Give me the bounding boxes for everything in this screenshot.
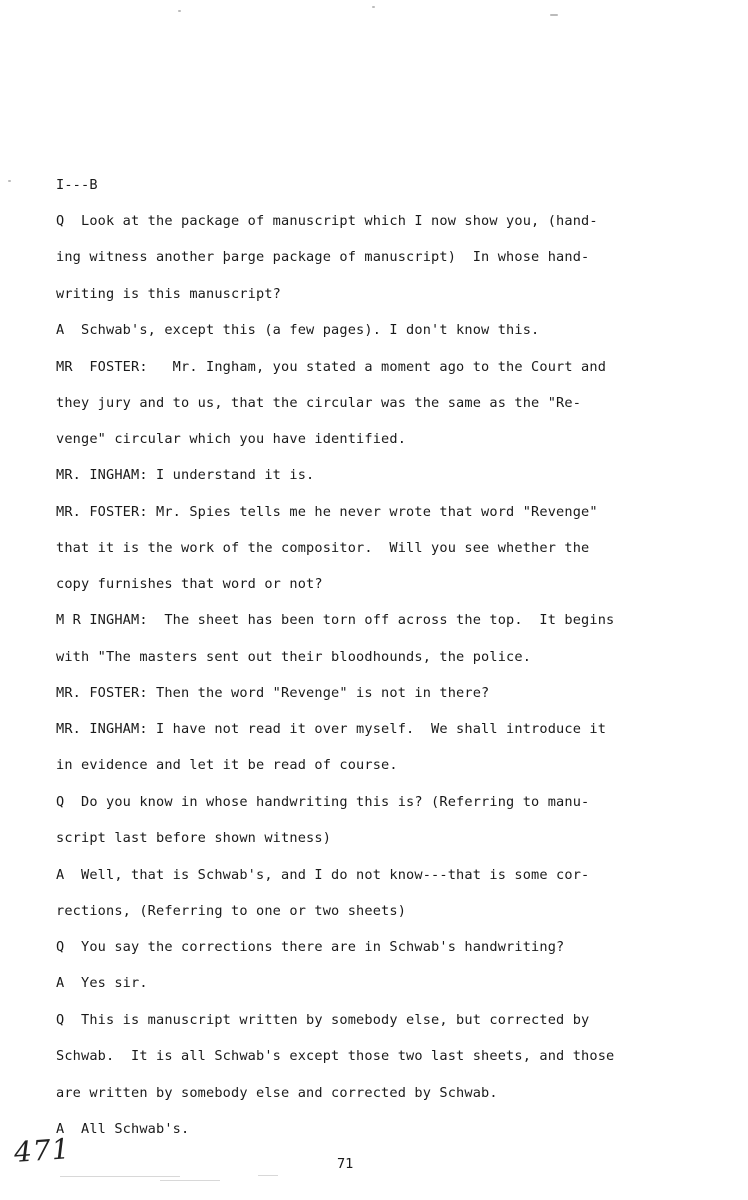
text-line: writing is this manuscript? [56, 286, 282, 302]
page-number: 71 [337, 1156, 354, 1172]
text-line: copy furnishes that word or not? [56, 576, 323, 592]
text-line: A Well, that is Schwab's, and I do not know---that is some cor- [56, 867, 590, 883]
text-line: MR. INGHAM: I understand it is. [56, 467, 315, 483]
text-line: MR FOSTER: Mr. Ingham, you stated a moment ago to the Court and [56, 359, 607, 375]
text-line: Schwab. It is all Schwab's except those two last sheets, and those [56, 1048, 615, 1064]
text-line: Q Look at the package of manuscript which I now show you, (hand- [56, 213, 598, 229]
text-line: Q Do you know in whose handwriting this is? (Referring to manu- [56, 794, 590, 810]
text-line: A All Schwab's. [56, 1121, 190, 1137]
text-line: that it is the work of the compositor. Will you see whether the [56, 540, 590, 556]
text-line: A Schwab's, except this (a few pages). I don't know this. [56, 322, 540, 338]
text-line: MR. FOSTER: Mr. Spies tells me he never wrote that word "Revenge" [56, 504, 598, 520]
text-line: ing witness another þarge package of manuscript) In whose hand- [56, 249, 590, 265]
text-line: M R INGHAM: The sheet has been torn off across the top. It begins [56, 612, 615, 628]
text-line: script last before shown witness) [56, 830, 332, 846]
text-line: in evidence and let it be read of course. [56, 757, 398, 773]
text-line: they jury and to us, that the circular was the same as the "Re- [56, 395, 582, 411]
text-line: Q This is manuscript written by somebody else, but corrected by [56, 1012, 590, 1028]
text-line: MR. INGHAM: I have not read it over myself. We shall introduce it [56, 721, 607, 737]
text-line: with "The masters sent out their bloodhounds, the police. [56, 649, 532, 665]
text-line: A Yes sir. [56, 975, 148, 991]
handwritten-page-number: 471 [12, 1132, 72, 1169]
scan-speck [8, 180, 11, 182]
text-line: Q You say the corrections there are in Schwab's handwriting? [56, 939, 565, 955]
scan-smudge [160, 1180, 220, 1181]
scan-speck [372, 6, 375, 8]
scan-smudge [258, 1175, 278, 1176]
text-line: are written by somebody else and corrected by Schwab. [56, 1085, 498, 1101]
text-line: MR. FOSTER: Then the word "Revenge" is not in there? [56, 685, 490, 701]
text-line: rections, (Referring to one or two sheets) [56, 903, 407, 919]
scan-speck [178, 10, 181, 12]
scan-smudge [60, 1176, 180, 1177]
scan-speck [550, 14, 558, 16]
text-line: venge" circular which you have identified. [56, 431, 407, 447]
text-line: I---B [56, 177, 98, 193]
